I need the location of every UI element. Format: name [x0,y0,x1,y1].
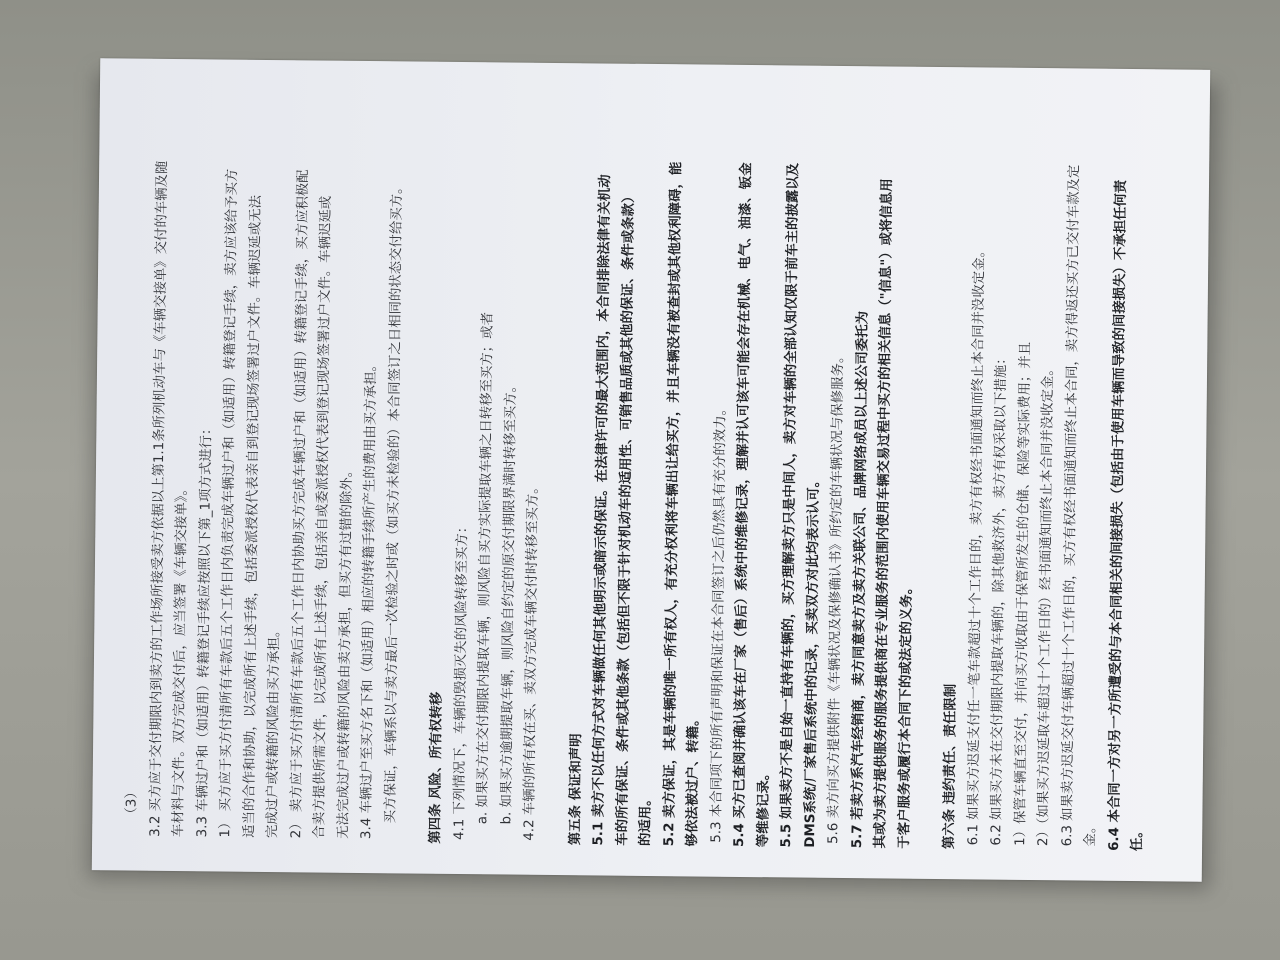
contract-line: 2）（如果买方迟延取车超过十个工作日的）经书面通知而终止本合同并没收定金。 [1036,362,1057,847]
contract-line: 4.2 车辆的所有权在买、卖双方完成车辆交付时转移至买方。 [522,480,541,841]
contract-line: 无法完成过户或转籍的风险由卖方承担，但买方有过错的除外。 [335,463,355,839]
section-heading: 第四条 风险、所有权转移 [428,691,445,844]
contract-line: 其或为卖方提供服务的服务提供商在专业服务的范围内使用车辆交易过程中买方的相关信息（"信息"）或将信息用 [873,178,896,849]
contract-line: 5.4 买方已查阅并确认该车在厂家（售后）系统中的维修记录，理解并认可该车可能会存在机械、电气、油漆、钣金 [732,162,755,848]
paper-sheet [92,58,1210,882]
section-heading: 第五条 保证和声明 [567,733,584,846]
contract-line: 5.5 如果卖方不是自始一直持有车辆的，买方理解卖方只是中间人，卖方对车辆的全部认知仅限于前车主的披露以及 [779,162,802,848]
contract-line: 5.1 卖方不以任何方式对车辆做任何其他明示或暗示的保证。在法律许可的最大范围内，本合同排除法律有关机动 [591,174,614,846]
contract-line: 5.6 卖方向买方提供附件《车辆状况及保修确认书》所约定的车辆状况与保修服务。 [826,349,847,845]
contract-line: b. 如果买方逾期提取车辆，则风险自约定的原交付期限界满时转移至买方。 [498,378,519,825]
contract-line: 任。 [1130,824,1146,852]
contract-line: 4.1 下列情况下，车辆的毁损灭失的风险转移至买方： [451,519,470,841]
contract-line: 5.3 本合同项下的所有声明和保证在本合同签订之后仍然具有充分的效力。 [708,401,729,843]
contract-line: 6.3 如果卖方迟延交付车辆超过十个工作日的，买方有权经书面通知而终止本合同，卖方得返还买方已交付车款及定 [1059,164,1082,847]
contract-line: 够依法被过户、转籍。 [685,712,702,847]
contract-page [120,81,1188,852]
contract-line: 于客户服务或履行本合同下的或法定的义务。 [896,580,915,849]
contract-line: 2） 卖方应于买方付清所有车款后五个工作日内协助买方完成车辆过户和（如适用）转籍登记手续，买方应积极配 [288,169,311,839]
contract-line: 3.3 车辆过户和（如适用）转籍登记手续应按照以下第_1项方式进行： [194,421,214,838]
contract-line: 适当的合作和协助，以完成所有上述手续，包括委派授权代表亲自到登记现场签署过户文件。车辆迟延或无法 [241,195,264,838]
contract-line: 3.4 车辆过户至买方名下和（如适用）相应的转籍手续所产生的费用由买方承担。 [359,358,380,840]
contract-line: 3.2 买方应于交付期限内到卖方的工作场所接受卖方依据以上第1.1条所列机动车与《车辆交接单》交付的车辆及随 [147,160,170,837]
contract-line: 的适用。 [638,792,654,847]
contract-line: 6.4 本合同一方对另一方所遭受的与本合同相关的间接损失（包括由于使用车辆而导致的间接损失）不承担任何责 [1106,179,1129,851]
contract-line: a. 如果买方在交付期限内提取车辆，则风险自买方实际提取车辆之日转移至买方；或者 [475,312,496,825]
contract-line: 1）保管车辆直至交付，并向买方收取由于保管所发生的仓储、保险等实际费用；并且 [1012,341,1033,846]
contract-line: （3） [124,785,140,821]
contract-line: 合卖方提供所需文件，以完成所有上述手续，包括亲自或委派授权代表到登记现场签署过户文件。车辆迟延或 [312,195,334,839]
contract-line: 5.7 若卖方系汽车经销商，卖方同意卖方及卖方关联公司、品牌网络成员以上述公司委托为 [849,310,871,849]
contract-line: 金。 [1083,819,1099,847]
contract-line: 等维修记录。 [755,766,772,848]
contract-line: 6.1 如果买方迟延支付任一笔车款超过十个工作日的，卖方有权经书面通知而终止本合同并没收定金。 [965,243,987,846]
contract-line: DMS系统/厂家售后系统中的记录，买卖双方对此均表示认可。 [802,473,822,848]
contract-line: 买方保证，车辆系以与卖方最后一次检验之时或（如买方未检验的）本合同签订之日相同的状态交付给买方。 [382,180,405,824]
contract-line: 1） 买方应于买方付清所有车款后五个工作日内负责完成车辆过户和（如适用）转籍登记手续，卖方应该给予买方 [218,168,241,838]
section-heading: 第六条 违约责任、责任限制 [942,683,959,850]
contract-line: 5.2 卖方保证，其是车辆的唯一所有权人，有充分权利将车辆出让给买方，并且车辆没有被查封或其他权利障碍，能 [661,161,684,847]
contract-line: 完成过户或转籍的风险由买方承担。 [265,623,283,839]
contract-line: 车材料与文件。双方完成交付后，应当签署《车辆交接单》。 [171,482,190,838]
contract-line: 车的所有保证、条件或其他条款（包括但不限于针对机动车的适用性、可销售品质或其他的保证、条件或条款） [614,189,637,846]
contract-line: 6.2 如果买方未在交付期限内提取车辆的，除其他救济外，卖方有权采取以下措施： [989,351,1010,846]
